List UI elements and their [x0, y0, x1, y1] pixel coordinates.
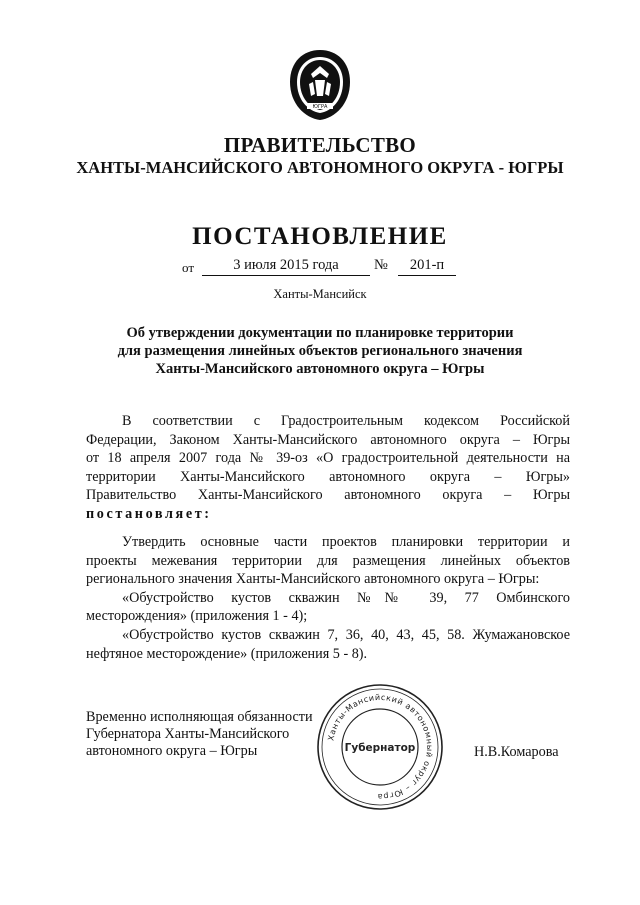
seal-ring-text: Ханты-Мансийский автономный округ – Югра [326, 692, 435, 802]
org-subtitle: ХАНТЫ-МАНСИЙСКОГО АВТОНОМНОГО ОКРУГА - ЮГРЫ [76, 158, 564, 177]
list-item-line: нефтяное месторождение» (приложения 5 - 8). [86, 645, 368, 662]
text-line: регионального значения Ханты-Мансийского автономного округа – Югры: [86, 571, 540, 588]
text-line: от 18 апреля 2007 года № 39-оз «О градостроительной деятельности на [86, 450, 570, 467]
official-seal [314, 681, 446, 813]
text-line: Губернатора Ханты-Мансийского [86, 726, 290, 742]
list-item-line: «Обустройство кустов скважин №№ 39, 77 Омбинского [122, 589, 570, 606]
list-item-line: месторождения» (приложения 1 - 4); [86, 608, 308, 625]
decree-word: постановляет: [86, 505, 212, 522]
text-line: территории Ханты-Мансийского автономного округа – Югры» [86, 468, 570, 485]
date-prefix: от [182, 260, 195, 275]
signatory-position [86, 709, 313, 760]
document-title-line: Ханты-Мансийского автономного округа – Югры [155, 361, 485, 377]
seal-center-text: Губернатор [344, 742, 416, 754]
document-date: 3 июля 2015 года [202, 257, 370, 276]
number-prefix: № [374, 257, 388, 273]
date-number-line [0, 257, 640, 281]
document-number: 201-п [398, 257, 456, 276]
document-title-line: Об утверждении документации по планировке территории [126, 325, 514, 341]
text-line: Временно исполняющая обязанности [86, 709, 313, 725]
coat-of-arms-icon [287, 48, 353, 122]
text-line: Федерации, Законом Ханты-Мансийского автономного округа – Югры [86, 431, 570, 448]
list-item-line: «Обустройство кустов скважин 7, 36, 40, 43, 45, 58. Жумажановское [122, 626, 570, 643]
org-title: ПРАВИТЕЛЬСТВО [223, 133, 417, 157]
document-city: Ханты-Мансийск [273, 287, 367, 301]
emblem-label: ЮГРА [312, 104, 328, 110]
text-line: Правительство Ханты-Мансийского автономного округа – Югры [86, 487, 570, 504]
decision-paragraph [86, 533, 570, 663]
preamble-paragraph [86, 412, 570, 524]
signatory-name: Н.В.Комарова [474, 744, 559, 760]
text-line: Утвердить основные части проектов планировки территории и [122, 534, 570, 550]
text-line: проекты межевания территории для размещения линейных объектов [86, 552, 570, 569]
text-line: автономного округа – Югры [86, 743, 258, 759]
text-line: В соответствии с Градостроительным кодексом Российской [122, 413, 570, 429]
document-title-line: для размещения линейных объектов регионального значения [117, 343, 523, 359]
document-type: ПОСТАНОВЛЕНИЕ [192, 223, 448, 250]
